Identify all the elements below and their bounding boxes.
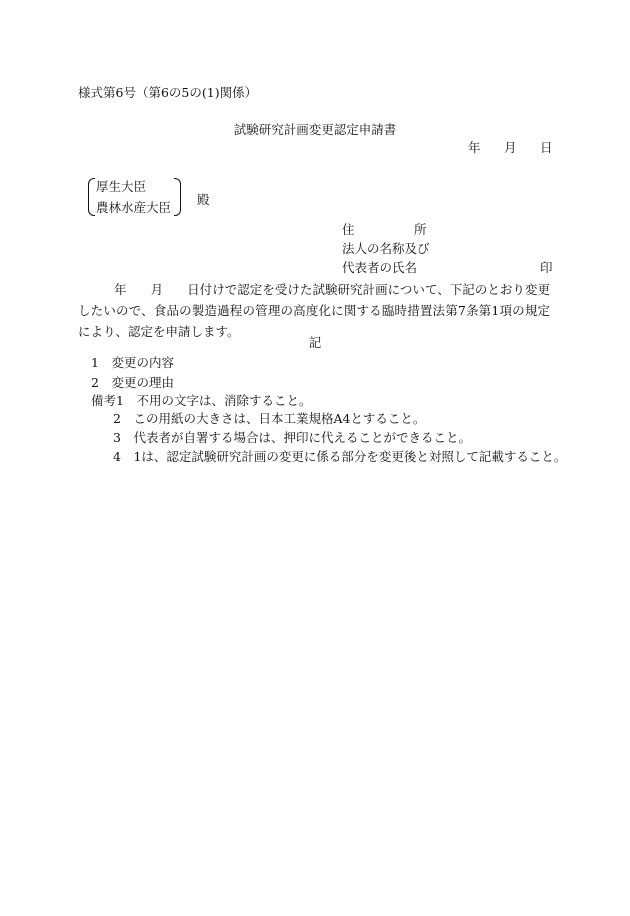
right-bracket: [174, 178, 181, 216]
note-3: 3 代表者が自署する場合は、押印に代えることができること。: [113, 430, 471, 445]
date-month: 月: [504, 140, 517, 155]
document-title: 試験研究計画変更認定申請書: [233, 122, 397, 137]
ki-heading: 記: [308, 335, 322, 350]
seal-mark: 印: [540, 260, 553, 275]
body-year: 年: [114, 282, 127, 297]
date-year: 年: [468, 140, 481, 155]
addressee-block: [88, 178, 188, 216]
form-number: 様式第6号（第6の5の(1)関係）: [78, 85, 258, 100]
honorific: 殿: [197, 192, 210, 207]
body-text: 日付けで認定を受けた試験研究計画について、下記のとおり変更したいので、食品の製造過程の管理の高度化に関する臨時措置法第7条第1項の規定により、認定を申請します。: [78, 282, 550, 339]
left-bracket: [88, 178, 95, 216]
address-label-2: 所: [414, 222, 427, 237]
note-2: 2 この用紙の大きさは、日本工業規格A4とすること。: [113, 411, 426, 426]
body-paragraph: [78, 279, 550, 342]
body-month: 月: [150, 282, 164, 297]
corp-name-label: 法人の名称及び: [342, 241, 430, 256]
note-4: 4 1は、認定試験研究計画の変更に係る部分を変更後と対照して記載すること。: [113, 449, 567, 464]
item-change-content: 1 変更の内容: [91, 355, 174, 370]
item-change-reason: 2 変更の理由: [91, 375, 174, 390]
address-label-1: 住: [342, 222, 355, 237]
rep-name-label: 代表者の氏名: [342, 260, 418, 275]
minister-health: 厚生大臣: [96, 179, 147, 194]
date-day: 日: [540, 140, 553, 155]
minister-agriculture: 農林水産大臣: [96, 200, 172, 215]
note-1: 備考1 不用の文字は、消除すること。: [91, 393, 312, 408]
